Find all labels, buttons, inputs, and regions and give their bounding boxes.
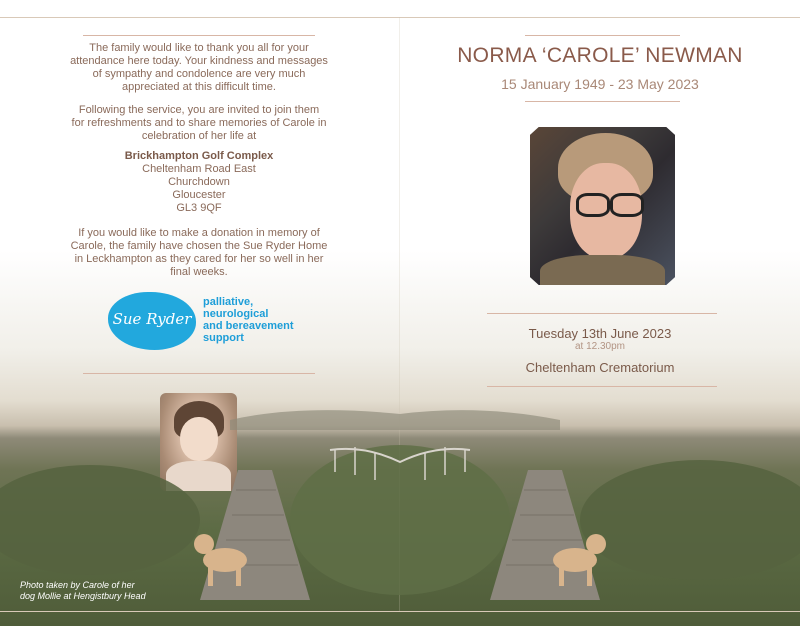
invite-line: for refreshments and to share memories of Carole in — [71, 117, 327, 129]
venue-address-line: Cheltenham Road East — [142, 163, 256, 175]
photo-caption — [20, 580, 200, 602]
thanks-line: appreciated at this difficult time. — [122, 81, 276, 93]
life-dates: 15 January 1949 - 23 May 2023 — [501, 76, 699, 92]
portrait-photo — [530, 127, 675, 285]
venue-address-line: GL3 9QF — [176, 202, 222, 214]
right-top-rule — [525, 35, 680, 36]
thanks-line: The family would like to thank you all for your — [89, 42, 309, 54]
thanks-line: of sympathy and condolence are very much — [92, 68, 306, 80]
sue-ryder-logo-text: Sue Ryder — [112, 310, 192, 328]
donation-line: If you would like to make a donation in memory of — [78, 227, 320, 239]
service-bottom-rule — [487, 386, 717, 387]
donation-line: final weeks. — [170, 266, 228, 278]
tagline-line: neurological — [203, 308, 269, 320]
service-time: at 12.30pm — [574, 341, 626, 352]
donation-line: in Leckhampton as they cared for her so well in her — [74, 253, 324, 265]
donation-line: Carole, the family have chosen the Sue Ryder Home — [70, 240, 328, 252]
deceased-name: NORMA ‘CAROLE’ NEWMAN — [457, 44, 743, 67]
invite-line: celebration of her life at — [141, 130, 257, 142]
service-date: Tuesday 13th June 2023 — [528, 326, 672, 341]
tagline-line: and bereavement — [203, 320, 294, 332]
venue-address-line: Gloucester — [172, 189, 226, 201]
tagline-line: support — [203, 332, 244, 344]
tagline-line: palliative, — [203, 296, 254, 308]
venue-name: Brickhampton Golf Complex — [124, 150, 274, 162]
venue-address-line: Churchdown — [168, 176, 230, 188]
service-top-rule — [487, 313, 717, 314]
thanks-line: attendance here today. Your kindness and messages — [70, 55, 328, 67]
invite-line: Following the service, you are invited to join them — [78, 104, 320, 116]
right-rule-under-dates — [525, 101, 680, 102]
caption-line: Photo taken by Carole of her — [20, 580, 135, 590]
service-location: Cheltenham Crematorium — [525, 360, 675, 375]
caption-line: dog Mollie at Hengistbury Head — [20, 591, 146, 601]
